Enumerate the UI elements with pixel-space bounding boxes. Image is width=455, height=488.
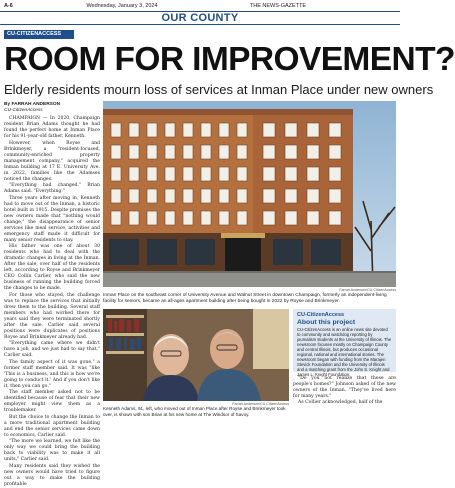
- portrait-photo: [103, 309, 289, 401]
- photo-credit: Farrah Anderson/CU-CitizenAccess: [232, 402, 289, 406]
- kicker-tag: [4, 30, 74, 39]
- headline: ROOM FOR IMPROVEMENT?: [4, 41, 455, 78]
- page-number: A-6: [4, 3, 13, 9]
- body-paragraph: The staff member asked not to be identified because of fear that their new employer might view them as a troublemaker.: [4, 390, 100, 413]
- body-paragraph: "The more we learned, we felt like the only way we could bring the building back to viability was to make it all units," Carlier said.: [4, 439, 100, 462]
- issue-date: Wednesday, January 3, 2024: [86, 3, 158, 9]
- building-photo: [103, 101, 396, 287]
- body-paragraph: But the choice to change the Inman to a more traditional apartment building and end the senior services came down to economics, Carlier said.: [4, 414, 100, 438]
- body-paragraph: His father was one of about 30 residents who had to deal with the dramatic changes in living at the Inman. After the sale, over half of the residents left, according to Royse and Brinkmeyer CEO Collin Carlier, who said the new business of running the building forced the changes to be made.: [4, 244, 100, 291]
- about-sidebar: [293, 309, 396, 377]
- byline: [4, 102, 100, 114]
- body-paragraph: "Do you not realize that these are people's homes?" Johnson asked of the new owners of the Inman. "They've lived here for many years.": [293, 376, 396, 399]
- section-header: [0, 11, 400, 25]
- article-continuation: [293, 376, 396, 421]
- byline-author: By FARRAH ANDERSON: [4, 102, 61, 107]
- body-paragraph: For those who stayed, the challenge was to replace the services that initially drew them to the building. Several staff members who had worked there for years said they were terminated shortly after the sale. Carlier said several positions were duplicates of positions Royse and Brinkmeyer already had.: [4, 292, 100, 340]
- body-paragraph: However, when Royse and Brinkmeyer, a "resident-focused, community-enriched property management company," acquired the Inman building at 17 E. University Ave. in 2022, families like the Adamses noticed the changes.: [4, 140, 100, 182]
- newspaper-name: THE NEWS-GAZETTE: [249, 3, 307, 9]
- body-paragraph: As Collier acknowledged, half of the: [298, 400, 383, 405]
- body-paragraph: "Everything had changed," Brian Adams said. "Everything.": [4, 183, 100, 194]
- subheadline: Elderly residents mourn loss of services at Inman Place under new owners: [4, 82, 434, 97]
- kicker-label: CU-CITIZENACCESS: [7, 31, 62, 37]
- body-paragraph: "Everything came where we didn't have a job, and we just had to say that," Carlier said.: [4, 341, 100, 358]
- photo-caption: Kenneth Adams, 91, left, who moved out of Inman Place after Royse and Brinkmeyer took over, is shown with son Brian at his new home at The Windsor of Savoy.: [103, 406, 286, 417]
- byline-org: CU-CitizenAccess: [4, 108, 43, 113]
- body-paragraph: Three years after moving in, Kenneth had to move out of the Inman, a historic hotel built in 1915. Despite promises the new owners made that "nothing would change," the disappearance of senior services like meal service, activities and emergency staff made it difficult for many senior residents to stay.: [4, 195, 100, 243]
- page-folio: [4, 1, 396, 11]
- sidebar-logo: CU-CitizenAccess: [297, 312, 345, 318]
- section-title: OUR COUNTY: [161, 12, 239, 24]
- sidebar-body: CU-CitizenAccess is an online news site devoted to community and watchdog reporting by journalism students at the University of Illinois. The newsroom focuses mostly on Champaign County and central Illinois, but produces occasional regional, national and international stories. The newsroom began with funding from the Marajen Stevick Foundation and the University of Illinois and a matching grant from the John S. Knight and James L. Knight Foundation.: [297, 327, 392, 377]
- photo-caption: Inman Place on the southeast corner of University Avenue and Walnut Street in downtown Champaign, formerly an independent-living facility for seniors, became an all-ages apartment building after being bought in 2022 by Royse and Brinkmeyer.: [103, 293, 387, 304]
- article-body: [4, 116, 100, 487]
- photo-credit: Farrah Anderson/CU-CitizenAccess: [339, 288, 396, 292]
- body-paragraph: CHAMPAIGN — In 2020, Champaign resident Brian Adams thought he had found the perfect home at Inman Place for his 91-year-old father, Kenneth.: [4, 116, 100, 139]
- sidebar-title: About this project: [297, 319, 356, 326]
- body-paragraph: The family aspect of it was gone," a former staff member said. It was "like 'This is a business, and this is how we're going to conduct it.' And if you don't like it, then you can go.": [4, 359, 100, 389]
- body-paragraph: Many residents said they wished the new owners would have tried to figure out a way to make the building profitable: [4, 463, 100, 487]
